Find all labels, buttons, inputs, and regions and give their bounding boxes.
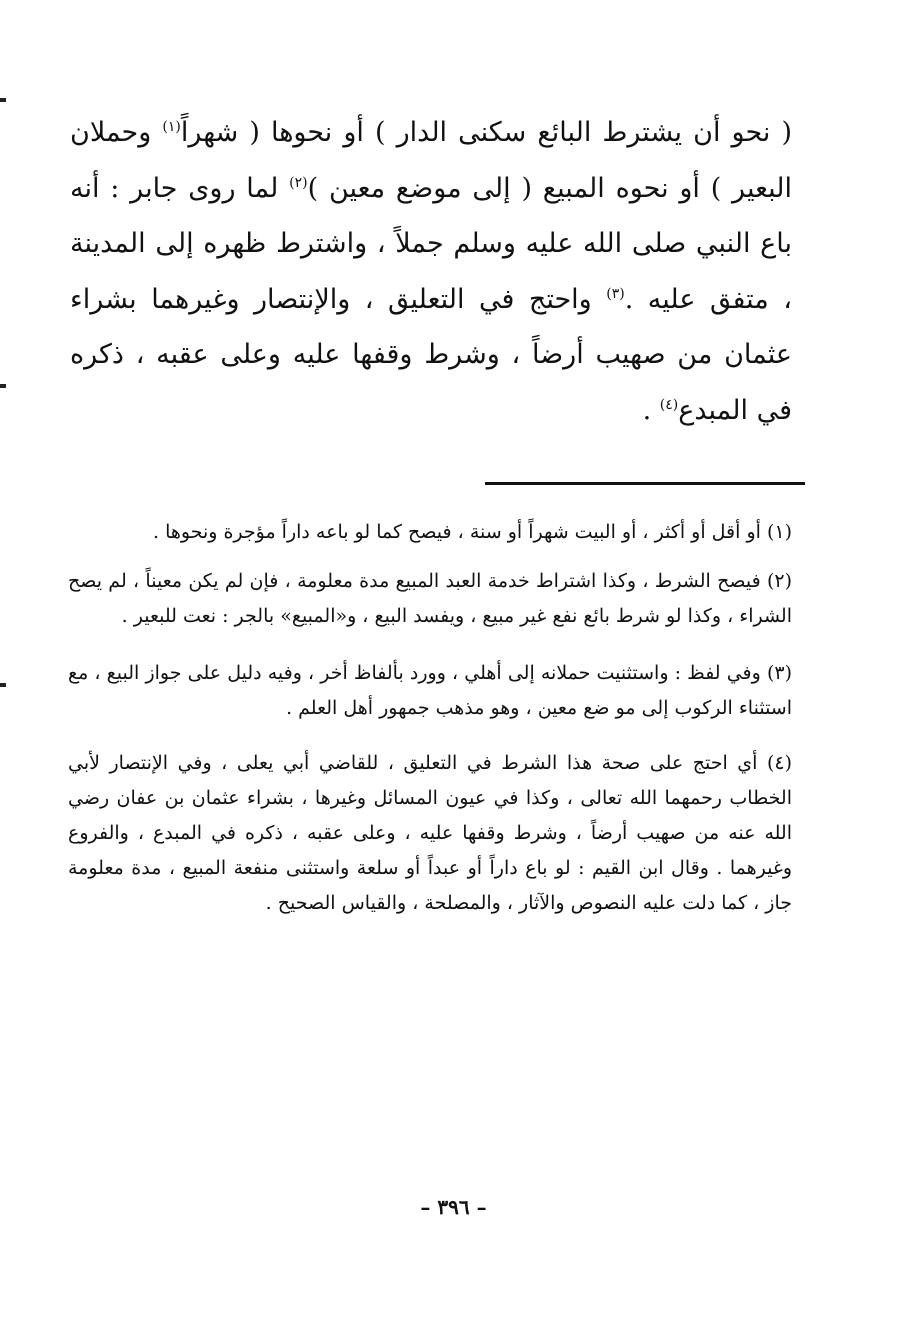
footnote-ref-2: (٢) bbox=[289, 174, 308, 191]
main-text-segment-4: واحتج في التعليق ، والإنتصار وغيرهما بشراء عثمان من صهيب أرضاً ، وشرط وقفها عليه وعلى عقبه ، ذكره في المبدع bbox=[70, 283, 792, 426]
footnote-ref-4: (٤) bbox=[659, 396, 679, 413]
scan-edge-mark bbox=[0, 384, 6, 388]
footnote-3: (٣) وفي لفظ : واستثنيت حملانه إلى أهلي ، وورد بألفاظ أخر ، وفيه دليل على جواز البيع ، مع استثناء الركوب إلى مو ضع معين ، وهو مذهب جمهور أهل العلم . bbox=[68, 662, 792, 719]
main-text-segment-1: ( نحو أن يشترط البائع سكنى الدار ) أو نحوها ( شهراً bbox=[180, 117, 793, 148]
footnotes-block bbox=[68, 515, 792, 939]
main-text-segment-2: وحملان البعير ) أو نحوه المبيع ( إلى موضع معين ) bbox=[70, 117, 793, 204]
footnote-4: (٤) أي احتج على صحة هذا الشرط في التعليق ، للقاضي أبي يعلى ، وفي الإنتصار لأبي الخطاب رحمهما الله تعالى ، وكذا في عيون المسائل وغيرها ، بشراء عثمان بن عفان رضي الله عنه من صهيب أرضاً ، وشرط وقفها عليه ، وعلى عقبه ، ذكره في المبدع ، والفروع وغيرهما . وقال ابن القيم : لو باع داراً أو عبداً أو سلعة واستثنى منفعة المبيع ، مدة معلومة جاز ، كما دلت عليه النصوص والآثار ، والمصلحة ، والقياس الصحيح . bbox=[68, 752, 792, 914]
scan-edge-mark bbox=[0, 683, 6, 687]
scan-edge-mark bbox=[0, 98, 6, 102]
main-text-block bbox=[70, 105, 792, 438]
main-paragraph bbox=[70, 105, 792, 438]
footnote-separator bbox=[485, 482, 805, 485]
main-text-end: . bbox=[642, 394, 660, 426]
footnote-1: (١) أو أقل أو أكثر ، أو البيت شهراً أو سنة ، فيصح كما لو باعه داراً مؤجرة ونحوها . bbox=[153, 521, 792, 543]
footnote-2: (٢) فيصح الشرط ، وكذا اشتراط خدمة العبد المبيع مدة معلومة ، فإن لم يكن معيناً ، لم يصح الشراء ، وكذا لو شرط بائع نفع غير مبيع ، ويفسد البيع ، و«المبيع» بالجر : نعت للبعير . bbox=[68, 570, 792, 627]
main-text-segment-3: لما روى جابر : أنه باع النبي صلى الله عليه وسلم جملاً ، واشترط ظهره إلى المدينة ، متفق عليه . bbox=[70, 172, 792, 315]
footnote-ref-3: (٣) bbox=[606, 285, 625, 302]
footnote-ref-1: (١) bbox=[162, 119, 181, 135]
page-number: – ٣٩٦ – bbox=[420, 1195, 487, 1219]
